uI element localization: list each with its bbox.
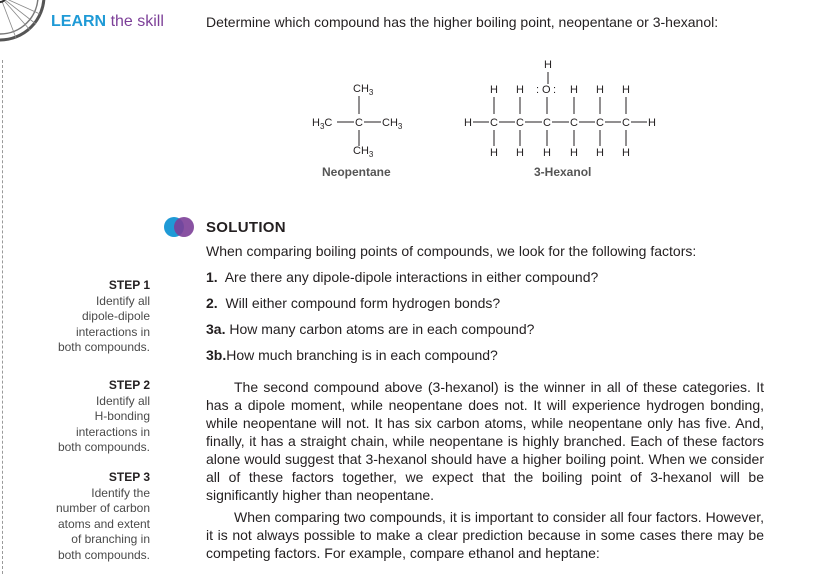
svg-text:CH3: $CH_3$: [353, 83, 374, 97]
neopentane-structure: [312, 83, 403, 179]
svg-text:H: H: [516, 84, 524, 96]
hexanol-structure: [464, 59, 656, 179]
blue-purple-circles-icon: [162, 214, 198, 240]
factor-item: 3a. How many carbon atoms are in each compound?: [206, 321, 535, 337]
svg-text::: :: [553, 84, 557, 96]
factor-item: 1. Are there any dipole-dipole interactions in either compound?: [206, 269, 599, 285]
svg-text:CH3: $CH_3$: [382, 117, 403, 131]
svg-text:O: O: [542, 84, 551, 96]
svg-text:H: H: [516, 147, 524, 159]
svg-text:H: H: [543, 147, 551, 159]
svg-text:C: C: [516, 117, 524, 129]
learn-word: LEARN: [51, 13, 107, 30]
step-2-note: STEP 2 Identify all H-bonding interactions in both compounds.: [57, 378, 150, 454]
svg-text:H: H: [596, 84, 604, 96]
solution-intro: When comparing boiling points of compounds, we look for the following factors:: [206, 243, 697, 259]
svg-text:H: H: [544, 59, 552, 71]
svg-text:C: C: [596, 117, 604, 129]
hexanol-label: 3-Hexanol: [534, 165, 592, 179]
svg-text:H: H: [570, 147, 578, 159]
solution-heading: SOLUTION: [206, 219, 286, 236]
molecule-structures: [300, 50, 680, 185]
svg-text:H: H: [596, 147, 604, 159]
svg-text:H: H: [490, 84, 498, 96]
svg-text:H: H: [570, 84, 578, 96]
svg-text:H: H: [490, 147, 498, 159]
svg-text:C: C: [570, 117, 578, 129]
svg-text:H: H: [464, 117, 472, 129]
step-1-note: STEP 1 Identify all dipole-dipole interactions in both compounds.: [57, 278, 150, 354]
comparison-paragraph: When comparing two compounds, it is important to consider all four factors. However, it is not always possible to make a clear prediction because in some cases there may be competing factors. For example, compare ethanol and heptane:: [206, 509, 764, 561]
svg-text::: :: [536, 84, 540, 96]
step-3-note: STEP 3 Identify the number of carbon atoms and extent of branching in both compounds.: [55, 470, 150, 562]
explanation-paragraph: The second compound above (3-hexanol) is the winner in all of these categories. It has a dipole moment, while neopentane does not. It will experience hydrogen bonding, while neopentane will not. It has six carbon atoms, while neopentane only has five. And, finally, it has a straight chain, while neopentane is highly branched. Each of these factors alone would suggest that 3-hexanol should have a higher boiling point. When we consider all of these factors together, we expect that the boiling point of 3-hexanol will be significantly higher than neopentane.: [206, 379, 764, 503]
svg-text:H: H: [622, 84, 630, 96]
svg-text:H3C: $H_3C$: [312, 117, 333, 131]
factor-item: 2. Will either compound form hydrogen bonds?: [206, 295, 501, 311]
svg-text:C: C: [355, 117, 363, 129]
svg-text:C: C: [490, 117, 498, 129]
neopentane-label: Neopentane: [322, 165, 391, 179]
svg-text:H: H: [648, 117, 656, 129]
svg-text:CH3: $CH_3$: [353, 145, 374, 159]
bicycle-wheel-icon: [0, 0, 52, 68]
learn-the-skill-title: [51, 13, 164, 31]
svg-text:C: C: [622, 117, 630, 129]
skill-word: the skill: [110, 13, 164, 30]
factor-item: 3b.How much branching is in each compound?: [206, 347, 498, 363]
svg-text:H: H: [622, 147, 630, 159]
question-text: Determine which compound has the higher boiling point, neopentane or 3-hexanol:: [206, 14, 719, 30]
margin-dashed-line: [2, 60, 3, 574]
svg-text:C: C: [543, 117, 551, 129]
